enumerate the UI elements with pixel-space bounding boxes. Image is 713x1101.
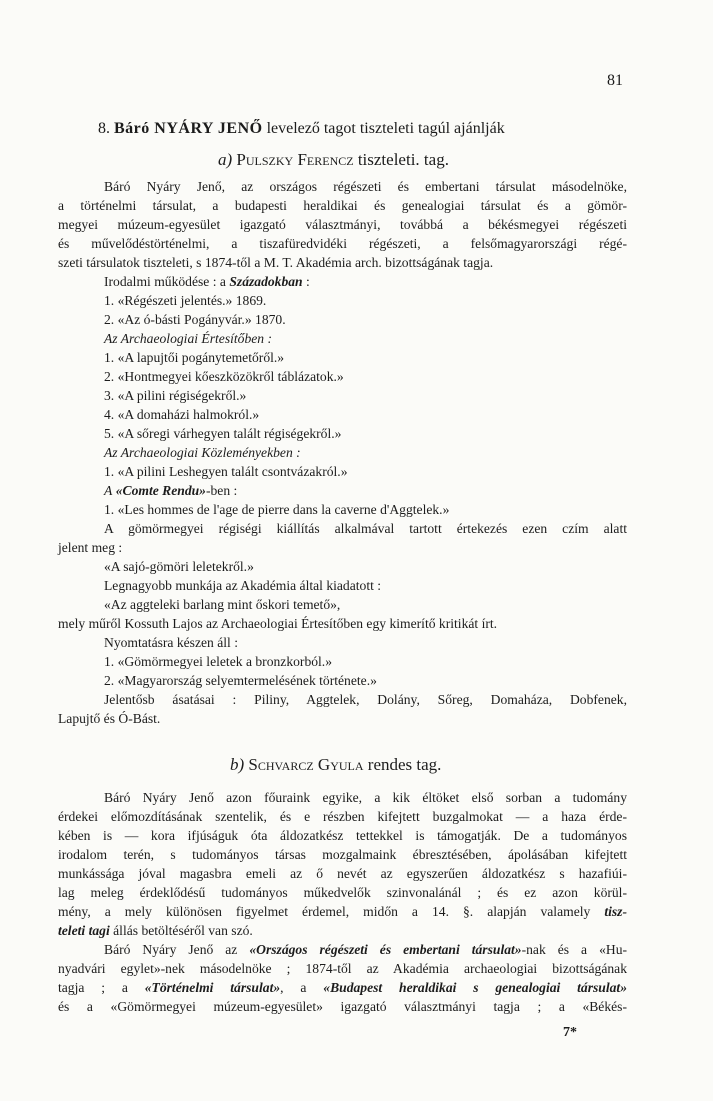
list-item: 1. «A pilini Leshegyen talált csontvázakról.»	[104, 464, 348, 479]
page-number: 81	[607, 72, 623, 89]
subheading-label: b)	[230, 755, 245, 774]
literature-intro-colon: :	[306, 274, 310, 289]
para-b1-line-4: irodalom terén, s tudományos társas mozgalmaink ébresztésében, ápolásában kifejtett	[58, 847, 627, 862]
list-item: 2. «Az ó-básti Pogányvár.» 1870.	[104, 312, 286, 327]
line-text: Báró Nyáry Jenő az	[104, 942, 238, 957]
para-a-line-5: szeti társulatok tiszteleti, s 1874-től a M. T. Akadémia arch. bizottságának tagja.	[58, 255, 494, 270]
line-text: állás betöltéséről van szó.	[113, 923, 253, 938]
line-text: -nak és a «Hu-	[521, 942, 628, 957]
subheading-rest: rendes tag.	[367, 755, 442, 774]
comte-suffix: -ben :	[205, 483, 238, 498]
list-item: 1. «Régészeti jelentés.» 1869.	[104, 293, 267, 308]
heading-number: 8.	[98, 120, 110, 137]
list-item: 5. «A sőregi várhegyen talált régiségekről.»	[104, 426, 342, 441]
line-emphasis: «Országos régészeti és embertani társulat»	[249, 942, 522, 957]
para-a-line-2: a történelmi társulat, a budapesti heraldikai és genealogiai társulat és a gömör-	[58, 198, 627, 213]
para-b2-line-4: és a «Gömörmegyei múzeum-egyesület» igazgató választmányi tagja ; a «Békés-	[58, 999, 627, 1014]
list-item: 1. «Les hommes de l'age de pierre dans la caverne d'Aggtelek.»	[104, 502, 450, 517]
line-emphasis: teleti tagi	[58, 923, 110, 938]
line-emphasis: «Budapest heraldikai s genealogiai társulat»	[323, 980, 627, 995]
mely-line: mely műről Kossuth Lajos az Archaeologiai Értesítőben egy kimerítő kritikát írt.	[58, 616, 498, 631]
list-item: 3. «A pilini régiségekről.»	[104, 388, 247, 403]
subheading-label: a)	[218, 150, 233, 169]
subheading-name: Pulszky Ferencz	[236, 150, 354, 169]
section-comte-rendu	[104, 482, 237, 500]
line-emphasis: «Történelmi társulat»	[144, 980, 281, 995]
subheading-name: Schvarcz Gyula	[248, 755, 364, 774]
subheading-rest: tiszteleti. tag.	[357, 150, 449, 169]
para-b2-line-3	[58, 979, 627, 997]
list-item: 1. «Gömörmegyei leletek a bronzkorból.»	[104, 654, 333, 669]
line-emphasis: tisz-	[604, 904, 627, 919]
para-b1-line-6: lag meleg érdeklődésű tudományos műkedvelők szinvonalánál ; és ez azon körül-	[58, 885, 627, 900]
quote-sajo-gomori: «A sajó-gömöri leletekről.»	[104, 559, 254, 574]
list-item: 2. «Hontmegyei kőeszközökről táblázatok.»	[104, 369, 344, 384]
heading-rest: levelező tagot tiszteleti tagúl ajánlják	[266, 120, 505, 137]
heading-name: Báró NYÁRY JENŐ	[114, 120, 263, 137]
para-b1-line-2: érdekei előmozdításának szentelik, és e részben kifejtett buzgalmokat — a haza érde-	[58, 809, 627, 824]
section-heading-8	[98, 120, 505, 138]
line-text: mény, a mely különösen figyelmet érdemel, midőn a 14. §. alapján valamely	[58, 904, 591, 919]
list-item: 1. «A lapujtői pogánytemetőről.»	[104, 350, 285, 365]
line-text: tagja ; a	[58, 980, 128, 995]
para-b1-line-7	[58, 903, 627, 921]
asatasai-line-2: Lapujtő és Ó-Bást.	[58, 711, 161, 726]
para-kiallitas-line-2: jelent meg :	[58, 540, 123, 555]
list-item: 2. «Magyarország selyemtermelésének története.»	[104, 673, 377, 688]
para-b1-line-3: kében is — kora ifjúságuk óta áldozatkész tettekkel is támogatják. De a tudományos	[58, 828, 627, 843]
nyomtatasra-line: Nyomtatásra készen áll :	[104, 635, 238, 650]
subheading-a	[218, 151, 449, 169]
para-a-line-4: és művelődéstörténelmi, a tiszafüredvidéki régészeti, a felsőmagyarországi régé-	[58, 236, 627, 251]
asatasai-line-1: Jelentősb ásatásai : Piliny, Aggtelek, Dolány, Sőreg, Domaháza, Dobfenek,	[104, 692, 627, 707]
para-kiallitas-line-1: A gömörmegyei régiségi kiállítás alkalmával tartott értekezés ezen czím alatt	[104, 521, 627, 536]
para-b1-line-5: munkássága jóval magasbra emeli az ő nevét az egyszerűen áldozatkész s hazafiúi-	[58, 866, 627, 881]
section-ertesito: Az Archaeologiai Értesítőben :	[104, 331, 273, 346]
legnagyobb-line: Legnagyobb munkája az Akadémia által kiadatott :	[104, 578, 382, 593]
signature-mark: 7*	[563, 1025, 577, 1040]
section-kozlemenyek: Az Archaeologiai Közleményekben :	[104, 445, 301, 460]
literature-intro-journal: Századokban	[229, 274, 303, 289]
para-b2-line-2: nyadvári egylet»-nek másodelnöke ; 1874-től az Akadémia archaeologiai bizottságának	[58, 961, 627, 976]
literature-intro	[104, 273, 310, 291]
para-b1-line-1: Báró Nyáry Jenő azon főuraink egyike, a kik éltöket első sorban a tudomány	[104, 790, 627, 805]
para-a-line-1: Báró Nyáry Jenő, az országos régészeti és embertani társulat másodelnöke,	[104, 179, 627, 194]
para-a-line-3: megyei múzeum-egyesület igazgató választmányi, továbbá a békésmegyei régészeti	[58, 217, 627, 232]
line-text: , a	[280, 980, 307, 995]
comte-title: «Comte Rendu»	[115, 483, 206, 498]
quote-aggteleki: «Az aggteleki barlang mint őskori temető»,	[104, 597, 341, 612]
para-b1-line-8	[58, 922, 253, 940]
literature-intro-text: Irodalmi működése : a	[104, 274, 226, 289]
para-b2-line-1	[104, 941, 627, 959]
comte-prefix: A	[104, 483, 113, 498]
subheading-b	[230, 756, 441, 774]
list-item: 4. «A domaházi halmokról.»	[104, 407, 260, 422]
